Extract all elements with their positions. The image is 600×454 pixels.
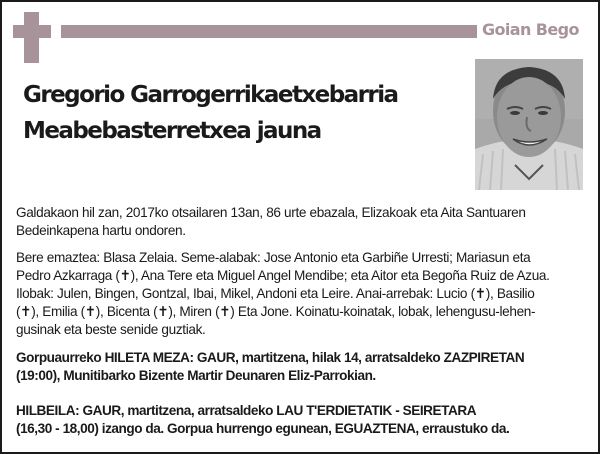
name-line-1: Gregorio Garrogerrikaetxebarria: [23, 80, 398, 108]
funeral-mass-paragraph: [16, 349, 588, 385]
family-paragraph: [16, 249, 588, 339]
brand-label: Goian Bego: [482, 20, 579, 39]
text-line: HILBEILA: GAUR, martitzena, arratsaldeko LAU T'ERDIETATIK - SEIRETARA: [16, 403, 477, 418]
text-line: (19:00), Munitibarko Bizente Martir Deunaren Eliz-Parrokian.: [16, 368, 376, 383]
text-line: Gorpuaurreko HILETA MEZA: GAUR, martitzena, hilak 14, arratsaldeko ZAZPIRETAN: [16, 350, 525, 365]
portrait-image: [475, 59, 583, 190]
text-line: Bedeinkapena hartu ondoren.: [16, 223, 186, 238]
deceased-name: [23, 76, 464, 148]
header-bar: [61, 25, 477, 38]
text-line: Ilobak: Julen, Bingen, Gontzal, Ibai, Mikel, Andoni eta Leire. Anai-arrebak: Lucio (✝), Basilio: [16, 286, 535, 301]
portrait-photo: [475, 59, 583, 190]
text-line: gusinak eta beste senide guztiak.: [16, 322, 206, 337]
text-line: (16,30 - 18,00) izango da. Gorpua hurrengo egunean, EGUAZTENA, erraustuko da.: [16, 421, 510, 436]
text-line: (✝), Emilia (✝), Bicenta (✝), Miren (✝) Eta Jone. Koinatu-koinatak, lobak, lehengusu-lehen-: [16, 304, 536, 319]
cross-icon-arm: [13, 25, 51, 38]
text-line: Pedro Azkarraga (✝), Ana Tere eta Miguel Angel Mendibe; eta Aitor eta Begoña Ruiz de Azua.: [16, 268, 550, 283]
death-notice-paragraph: [16, 204, 588, 240]
text-line: Galdakaon hil zan, 2017ko otsailaren 13an, 86 urte ebazala, Elizakoak eta Aita Santuaren: [16, 205, 526, 220]
wake-paragraph: [16, 402, 588, 438]
text-line: Bere emaztea: Blasa Zelaia. Seme-alabak: Jose Antonio eta Garbiñe Urresti; Mariasun eta: [16, 250, 531, 265]
name-line-2: Meabebasterretxea jauna: [23, 116, 321, 144]
